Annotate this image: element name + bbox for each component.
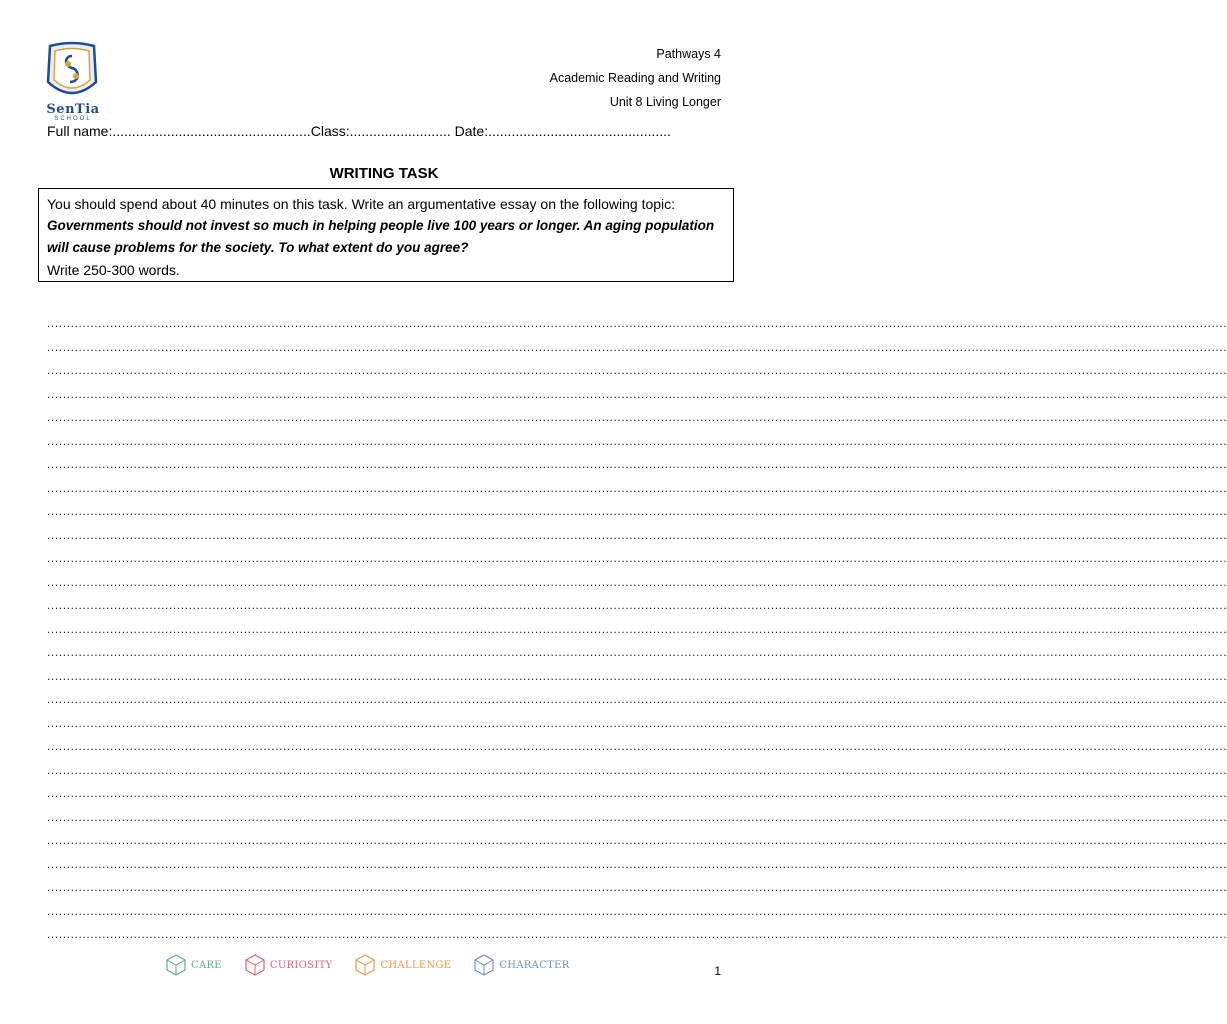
value-character: [473, 953, 569, 977]
task-box: [38, 188, 734, 282]
writing-line[interactable]: ............................................................................................................................................................................................................................................................................................................: [47, 692, 1227, 706]
task-title: WRITING TASK: [329, 165, 439, 182]
task-topic-line-1: Governments should not invest so much in helping people live 100 years or longer. An aging population: [47, 218, 715, 233]
writing-line[interactable]: ............................................................................................................................................................................................................................................................................................................: [47, 316, 1227, 330]
value-curiosity: [244, 953, 333, 977]
cube-icon: [473, 953, 495, 977]
writing-line[interactable]: ............................................................................................................................................................................................................................................................................................................: [47, 668, 1227, 683]
value-label: CHARACTER: [499, 959, 570, 971]
writing-line[interactable]: ............................................................................................................................................................................................................................................................................................................: [47, 739, 1227, 753]
page-number: 1: [714, 964, 721, 978]
value-care: [165, 953, 222, 977]
writing-line[interactable]: ............................................................................................................................................................................................................................................................................................................: [47, 386, 1227, 401]
writing-line[interactable]: ............................................................................................................................................................................................................................................................................................................: [47, 809, 1227, 824]
writing-line[interactable]: ............................................................................................................................................................................................................................................................................................................: [47, 927, 1227, 941]
writing-line[interactable]: ............................................................................................................................................................................................................................................................................................................: [47, 598, 1227, 612]
writing-line[interactable]: ............................................................................................................................................................................................................................................................................................................: [47, 504, 1227, 518]
subject-name: Academic Reading and Writing: [549, 71, 721, 85]
values-footer: [165, 950, 570, 980]
writing-line[interactable]: ............................................................................................................................................................................................................................................................................................................: [47, 433, 1227, 448]
value-label: CURIOSITY: [269, 959, 333, 971]
writing-line[interactable]: ............................................................................................................................................................................................................................................................................................................: [47, 527, 1227, 542]
writing-line[interactable]: ............................................................................................................................................................................................................................................................................................................: [47, 457, 1227, 471]
writing-line[interactable]: ............................................................................................................................................................................................................................................................................................................: [47, 410, 1227, 424]
task-instruction: You should spend about 40 minutes on this task. Write an argumentative essay on the following topic:: [47, 196, 676, 212]
writing-line[interactable]: ............................................................................................................................................................................................................................................................................................................: [47, 786, 1227, 800]
cube-icon: [244, 953, 266, 977]
task-word-count: Write 250-300 words.: [47, 262, 180, 278]
writing-line[interactable]: ............................................................................................................................................................................................................................................................................................................: [47, 480, 1227, 495]
writing-line[interactable]: ............................................................................................................................................................................................................................................................................................................: [47, 574, 1227, 589]
unit-name: Unit 8 Living Longer: [609, 95, 721, 109]
writing-line[interactable]: ............................................................................................................................................................................................................................................................................................................: [47, 880, 1227, 894]
value-label: CHALLENGE: [380, 959, 452, 971]
writing-line[interactable]: ............................................................................................................................................................................................................................................................................................................: [47, 856, 1227, 871]
crest-icon: [44, 42, 100, 100]
logo-subtitle: SCHOOL: [54, 116, 92, 122]
student-info-line: Full name:...................................................Class:.......................... Date:...............................................: [47, 123, 671, 139]
task-topic-line-2: will cause problems for the society. To what extent do you agree?: [47, 240, 469, 255]
cube-icon: [165, 953, 187, 977]
writing-line[interactable]: ............................................................................................................................................................................................................................................................................................................: [47, 833, 1227, 847]
writing-lines: [47, 316, 1227, 951]
writing-line[interactable]: ............................................................................................................................................................................................................................................................................................................: [47, 621, 1227, 636]
writing-line[interactable]: ............................................................................................................................................................................................................................................................................................................: [47, 363, 1227, 377]
writing-line[interactable]: ............................................................................................................................................................................................................................................................................................................: [47, 645, 1227, 659]
writing-line[interactable]: ............................................................................................................................................................................................................................................................................................................: [47, 551, 1227, 565]
logo-wordmark: SenTia: [46, 102, 100, 117]
value-challenge: [354, 953, 451, 977]
writing-line[interactable]: ............................................................................................................................................................................................................................................................................................................: [47, 339, 1227, 354]
writing-line[interactable]: ............................................................................................................................................................................................................................................................................................................: [47, 715, 1227, 730]
writing-line[interactable]: ............................................................................................................................................................................................................................................................................................................: [47, 903, 1227, 918]
cube-icon: [354, 953, 376, 977]
course-name: Pathways 4: [656, 47, 721, 61]
writing-line[interactable]: ............................................................................................................................................................................................................................................................................................................: [47, 762, 1227, 777]
value-label: CARE: [191, 959, 222, 971]
document-header: [550, 42, 721, 114]
